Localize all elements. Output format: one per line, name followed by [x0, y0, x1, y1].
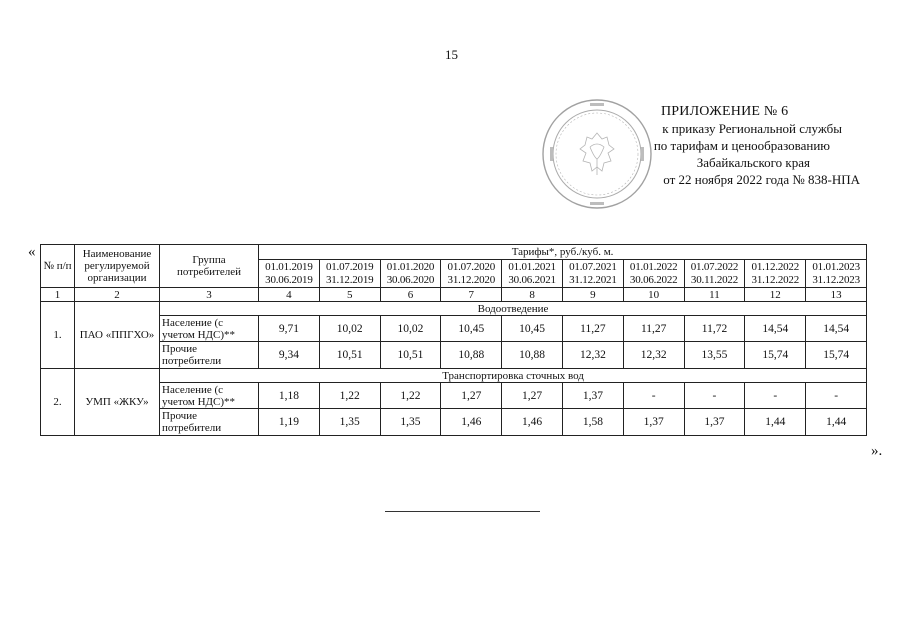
tariff-value: 1,44 [806, 409, 867, 436]
appendix-line: к приказу Региональной службы [662, 121, 842, 136]
service-heading: Водоотведение [160, 302, 867, 316]
tariff-value: 1,22 [380, 383, 441, 409]
table-row [41, 342, 867, 369]
period-header: 01.07.2021 31.12.2021 [562, 260, 623, 288]
tariff-value: - [623, 383, 684, 409]
column-number: 7 [441, 288, 502, 302]
tariff-value: 10,51 [319, 342, 380, 369]
consumer-group: Прочие потребители [160, 342, 259, 369]
header-num: № п/п [41, 245, 75, 288]
opening-quote: « [28, 244, 36, 260]
header-consumer-group: Группа потребителей [160, 245, 259, 288]
tariff-value: 1,35 [380, 409, 441, 436]
tariff-value: 12,32 [623, 342, 684, 369]
tariff-value: - [806, 383, 867, 409]
closing-quote: ». [871, 443, 883, 459]
tariff-value: 1,27 [502, 383, 563, 409]
tariff-value: 10,88 [441, 342, 502, 369]
tariff-value: 10,88 [502, 342, 563, 369]
consumer-group: Прочие потребители [160, 409, 259, 436]
column-number: 1 [41, 288, 75, 302]
table-row [41, 383, 867, 409]
period-header: 01.01.2023 31.12.2023 [806, 260, 867, 288]
tariffs-table [40, 244, 867, 436]
tariff-value: 14,54 [745, 316, 806, 342]
footer-divider [385, 511, 540, 512]
tariff-value: 11,72 [684, 316, 745, 342]
tariff-value: 10,02 [319, 316, 380, 342]
period-header: 01.12.2022 31.12.2022 [745, 260, 806, 288]
column-number: 6 [380, 288, 441, 302]
tariff-value: 1,35 [319, 409, 380, 436]
tariff-value: 1,44 [745, 409, 806, 436]
tariff-value: 12,32 [562, 342, 623, 369]
tariff-value: 1,58 [562, 409, 623, 436]
column-number: 10 [623, 288, 684, 302]
tariff-value: 10,51 [380, 342, 441, 369]
service-heading: Транспортировка сточных вод [160, 369, 867, 383]
column-number: 2 [75, 288, 160, 302]
column-numbers-row [41, 288, 867, 302]
appendix-line: от 22 ноября 2022 года № 838-НПА [663, 172, 860, 187]
period-header: 01.01.2022 30.06.2022 [623, 260, 684, 288]
tariff-value: 14,54 [806, 316, 867, 342]
header-tariffs: Тарифы*, руб./куб. м. [259, 245, 867, 260]
column-number: 13 [806, 288, 867, 302]
period-header: 01.07.2020 31.12.2020 [441, 260, 502, 288]
tariff-value: 1,22 [319, 383, 380, 409]
period-header: 01.01.2019 30.06.2019 [259, 260, 320, 288]
column-number: 3 [160, 288, 259, 302]
tariff-value: 11,27 [623, 316, 684, 342]
appendix-line: Забайкальского края [696, 155, 810, 170]
consumer-group: Население (с учетом НДС)** [160, 316, 259, 342]
appendix-header [600, 103, 860, 188]
table-row [41, 409, 867, 436]
header-organization: Наименование регулируемой организации [75, 245, 160, 288]
tariff-value: 11,27 [562, 316, 623, 342]
appendix-line: по тарифам и ценообразованию [653, 138, 830, 153]
tariff-value: 10,02 [380, 316, 441, 342]
tariff-value: 1,27 [441, 383, 502, 409]
tariff-value: 1,19 [259, 409, 320, 436]
table-row [41, 316, 867, 342]
column-number: 8 [502, 288, 563, 302]
organization-name: ПАО «ППГХО» [75, 302, 160, 369]
tariff-value: - [684, 383, 745, 409]
tariff-value: 15,74 [745, 342, 806, 369]
tariff-value: 9,34 [259, 342, 320, 369]
column-number: 11 [684, 288, 745, 302]
period-header: 01.01.2021 30.06.2021 [502, 260, 563, 288]
tariff-value: 1,37 [684, 409, 745, 436]
column-number: 12 [745, 288, 806, 302]
period-header: 01.07.2022 30.11.2022 [684, 260, 745, 288]
consumer-group: Население (с учетом НДС)** [160, 383, 259, 409]
tariff-value: 1,37 [623, 409, 684, 436]
tariff-value: - [745, 383, 806, 409]
column-number: 5 [319, 288, 380, 302]
page-number: 15 [445, 47, 458, 62]
tariff-value: 15,74 [806, 342, 867, 369]
row-number: 1. [41, 302, 75, 369]
tariff-value: 10,45 [441, 316, 502, 342]
appendix-title: ПРИЛОЖЕНИЕ № 6 [661, 104, 789, 119]
column-number: 4 [259, 288, 320, 302]
tariff-value: 13,55 [684, 342, 745, 369]
period-header: 01.01.2020 30.06.2020 [380, 260, 441, 288]
row-number: 2. [41, 369, 75, 436]
tariff-value: 1,37 [562, 383, 623, 409]
tariff-value: 1,18 [259, 383, 320, 409]
column-number: 9 [562, 288, 623, 302]
organization-name: УМП «ЖКУ» [75, 369, 160, 436]
period-header: 01.07.2019 31.12.2019 [319, 260, 380, 288]
tariff-value: 9,71 [259, 316, 320, 342]
tariff-value: 1,46 [502, 409, 563, 436]
tariff-value: 10,45 [502, 316, 563, 342]
tariff-value: 1,46 [441, 409, 502, 436]
